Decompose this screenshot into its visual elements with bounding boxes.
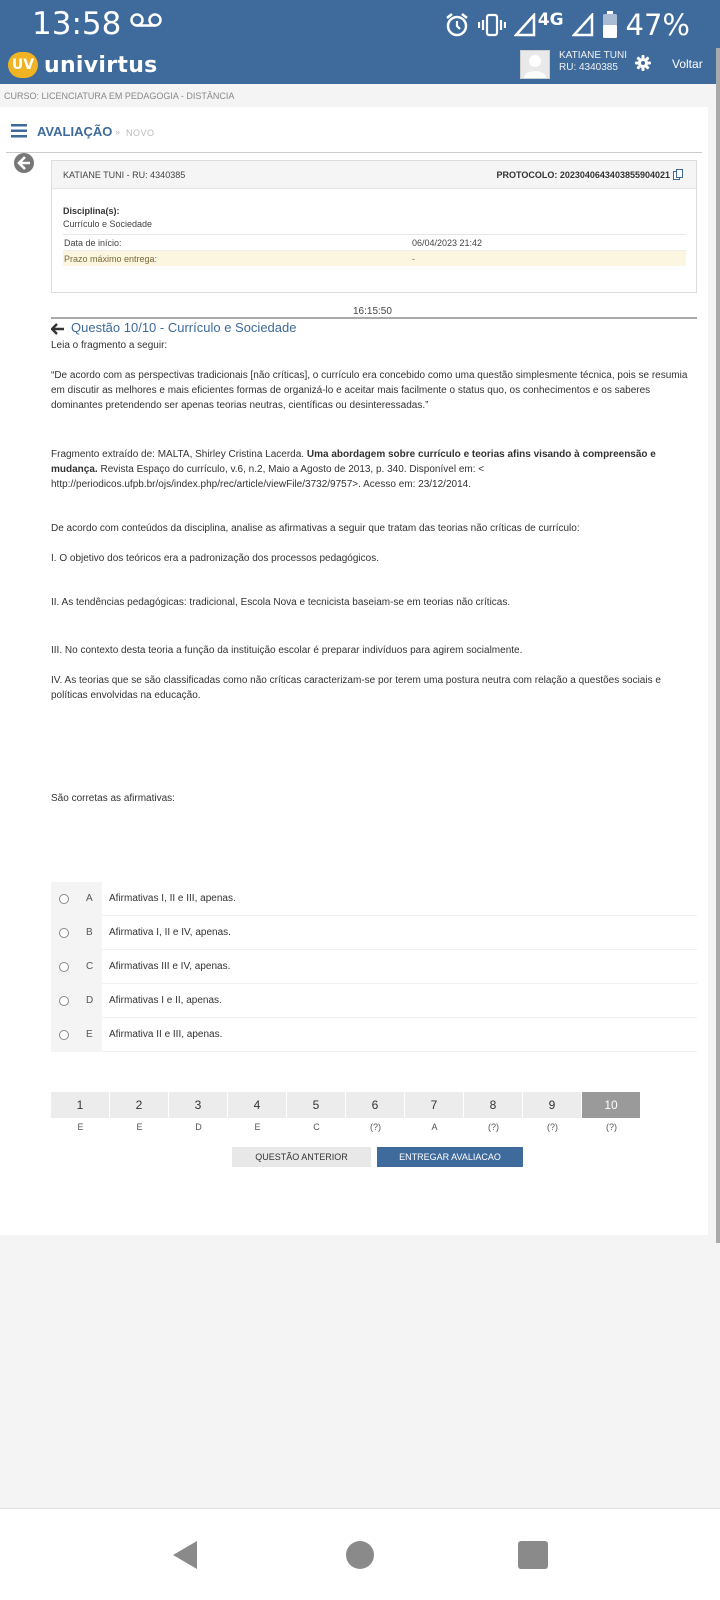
student-label: KATIANE TUNI - RU: 4340385 <box>63 170 186 180</box>
statement-1: I. O objetivo dos teóricos era a padronização dos processos pedagógicos. <box>51 553 379 564</box>
user-name: KATIANE TUNI <box>559 50 627 61</box>
question-source <box>51 447 697 492</box>
question-nav-4[interactable]: 4 <box>228 1092 287 1118</box>
question-nav-5[interactable]: 5 <box>287 1092 346 1118</box>
timer-divider <box>51 317 697 319</box>
discipline-label: Disciplina(s): <box>63 206 120 216</box>
network-type: 4G <box>537 10 564 30</box>
exam-info-card <box>51 160 697 293</box>
start-date-label: Data de início: <box>64 238 122 248</box>
question-title: Questão 10/10 - Currículo e Sociedade <box>71 320 297 335</box>
question-answer-6: (?) <box>370 1122 381 1132</box>
deadline-label: Prazo máximo entrega: <box>64 254 158 264</box>
breadcrumb-sub: NOVO <box>126 128 155 138</box>
option-text: Afirmativas III e IV, apenas. <box>109 961 231 972</box>
option-letter: E <box>86 1029 93 1040</box>
question-answer-2: E <box>136 1122 143 1132</box>
question-prompt: De acordo com conteúdos da disciplina, analise as afirmativas a seguir que tratam das teorias não críticas de currículo: <box>51 523 580 534</box>
question-answer-10: (?) <box>606 1122 617 1132</box>
question-nav-10[interactable]: 10 <box>582 1092 641 1118</box>
deadline-value: - <box>412 254 415 264</box>
start-date-row <box>63 234 686 250</box>
question-nav-6[interactable]: 6 <box>346 1092 405 1118</box>
option-letter: B <box>86 927 93 938</box>
option-c[interactable] <box>51 950 697 984</box>
option-letter: C <box>86 961 94 972</box>
main-panel <box>0 107 708 1235</box>
question-ask: São corretas as afirmativas: <box>51 793 175 804</box>
back-triangle-icon[interactable] <box>171 1539 199 1571</box>
deadline-row <box>63 250 686 266</box>
clock: 13:58 <box>32 6 122 42</box>
timer: 16:15:50 <box>353 306 392 317</box>
source-prefix: Fragmento extraído de: MALTA, Shirley Cristina Lacerda. <box>51 449 307 460</box>
question-answer-4: E <box>254 1122 261 1132</box>
logo-text: univirtus <box>44 52 158 78</box>
option-radio[interactable] <box>59 928 69 938</box>
status-bar <box>0 0 720 50</box>
question-answer-8: (?) <box>488 1122 499 1132</box>
option-d[interactable] <box>51 984 697 1018</box>
copy-icon[interactable] <box>673 169 683 180</box>
alarm-icon <box>444 12 470 38</box>
question-quote: “De acordo com as perspectivas tradicionais [não críticas], o currículo era concebido como uma questão simplesmente técnica, pois se resumia em discutir as melhores e mais eficientes formas de organizá-lo e aceitar mais facilmente o status quo, os conhecimentos e os saberes dominantes pretendendo ser apenas teorias neutras, científicas ou desinteressadas.” <box>51 370 688 411</box>
back-link[interactable]: Voltar <box>672 57 703 71</box>
home-icon[interactable] <box>346 1541 374 1569</box>
start-date-value: 06/04/2023 21:42 <box>412 238 483 248</box>
option-letter: D <box>86 995 94 1006</box>
option-radio[interactable] <box>59 894 69 904</box>
option-text: Afirmativa I, II e IV, apenas. <box>109 927 231 938</box>
recent-apps-icon[interactable] <box>518 1541 548 1569</box>
course-label: CURSO: LICENCIATURA EM PEDAGOGIA - DISTÂNCIA <box>4 91 235 101</box>
source-suffix: Revista Espaço do currículo, v.6, n.2, Maio a Agosto de 2013, p. 340. Disponível em: < http://periodicos.ufpb.br/ojs/index.php/rec/article/viewFile/3732/9757>. Acesso em: 23/12/2014. <box>51 464 485 490</box>
statement-3: III. No contexto desta teoria a função da instituição escolar é preparar indivíduos para agirem socialmente. <box>51 645 523 656</box>
logo-badge: UV <box>8 52 38 78</box>
question-nav-2[interactable]: 2 <box>110 1092 169 1118</box>
avatar[interactable] <box>520 50 550 79</box>
vibrate-icon <box>478 13 506 37</box>
voicemail-icon <box>130 12 162 28</box>
logo[interactable] <box>8 50 158 80</box>
menu-bar <box>6 117 702 153</box>
user-silhouette-icon <box>521 51 549 78</box>
battery-icon <box>602 11 618 39</box>
battery-percent: 47% <box>625 8 690 42</box>
protocol-label: PROTOCOLO: 2023040643403855904021 <box>496 170 670 180</box>
signal-icon-2 <box>572 13 594 37</box>
signal-icon <box>514 13 536 37</box>
app-header <box>0 50 720 84</box>
system-nav-bar <box>0 1508 720 1600</box>
breadcrumb-separator: » <box>115 127 121 137</box>
arrow-left-icon[interactable] <box>51 323 65 335</box>
question-intro: Leia o fragmento a seguir: <box>51 340 168 351</box>
question-answer-3: D <box>195 1122 202 1132</box>
menu-icon[interactable] <box>8 119 32 143</box>
option-text: Afirmativas I, II e III, apenas. <box>109 893 236 904</box>
user-info <box>559 50 627 74</box>
option-a[interactable] <box>51 882 697 916</box>
option-letter: A <box>86 893 93 904</box>
statement-2: II. As tendências pedagógicas: tradicional, Escola Nova e tecnicista baseiam-se em teorias não críticas. <box>51 597 511 608</box>
user-ru: RU: 4340385 <box>559 62 618 73</box>
option-text: Afirmativa II e III, apenas. <box>109 1029 223 1040</box>
gear-icon[interactable] <box>634 54 652 72</box>
option-text: Afirmativas I e II, apenas. <box>109 995 222 1006</box>
question-answer-7: A <box>431 1122 438 1132</box>
option-b[interactable] <box>51 916 697 950</box>
question-nav-7[interactable]: 7 <box>405 1092 464 1118</box>
previous-question-button[interactable]: QUESTÃO ANTERIOR <box>232 1147 371 1167</box>
question-answer-1: E <box>77 1122 84 1132</box>
option-radio[interactable] <box>59 1030 69 1040</box>
option-e[interactable] <box>51 1018 697 1052</box>
exam-info-header <box>52 161 696 189</box>
scrollbar[interactable] <box>716 48 720 1243</box>
question-nav-9[interactable]: 9 <box>523 1092 582 1118</box>
question-answer-9: (?) <box>547 1122 558 1132</box>
statement-4: IV. As teorias que se são classificadas como não críticas caracterizam-se por terem uma postura neutra com relação a questões sociais e políticas envolvidas na educação. <box>51 675 661 701</box>
question-answer-5: C <box>313 1122 320 1132</box>
source-title: Uma abordagem sobre currículo e teorias afins visando à compreensão e mudança. <box>51 449 656 475</box>
option-radio[interactable] <box>59 962 69 972</box>
option-radio[interactable] <box>59 996 69 1006</box>
question-nav-1[interactable]: 1 <box>51 1092 110 1118</box>
back-circle-icon[interactable] <box>13 152 35 174</box>
breadcrumb-main[interactable]: AVALIAÇÃO <box>37 124 113 139</box>
question-nav-3[interactable]: 3 <box>169 1092 228 1118</box>
discipline-value: Currículo e Sociedade <box>63 219 153 229</box>
answer-options <box>51 882 697 1052</box>
submit-exam-button[interactable]: ENTREGAR AVALIACAO <box>377 1147 523 1167</box>
question-nav-8[interactable]: 8 <box>464 1092 523 1118</box>
